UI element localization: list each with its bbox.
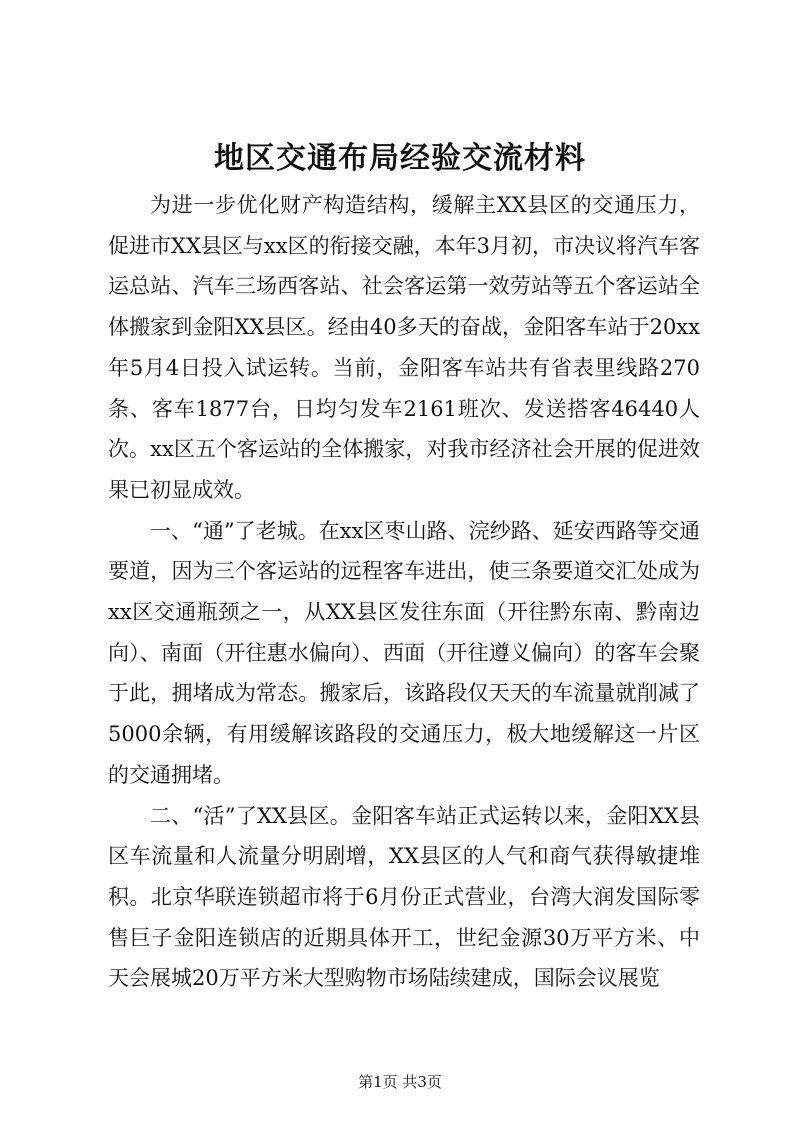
paragraph-section-2: 二、“活”了XX县区。金阳客车站正式运转以来，金阳XX县区车流量和人流量分明剧增，XX县区的人气和商气获得敏捷堆积。北京华联连锁超市将于6月份正式营业，台湾大润发国际零售巨子金阳连锁店的近期具体开工，世纪金源30万平方米、中天会展城20万平方米大型购物市场陆续建成，国际会议展览 [108,803,700,991]
paragraph-intro: 为进一步优化财产构造结构，缓解主XX县区的交通压力，促进市XX县区与xx区的衔接交融，本年3月初，市决议将汽车客运总站、汽车三场西客站、社会客运第一效劳站等五个客运站全体搬家到金阳XX县区。经由40多天的奋战，金阳客车站于20xx年5月4日投入试运转。当前，金阳客车站共有省表里线路270条、客车1877台，日均匀发车2161班次、发送搭客46440人次。xx区五个客运站的全体搬家，对我市经济社会开展的促进效果已初显成效。 [108,193,700,502]
document-body [108,185,700,999]
document-title: 地区交通布局经验交流材料 [214,141,586,176]
page-footer: 第1页 共3页 [358,1073,442,1091]
paragraph-section-1: 一、“通”了老城。在xx区枣山路、浣纱路、延安西路等交通要道，因为三个客运站的远程客车进出，使三条要道交汇处成为xx区交通瓶颈之一，从XX县区发往东面（开往黔东南、黔南边向）、南面（开往惠水偏向）、西面（开往遵义偏向）的客车会聚于此，拥堵成为常态。搬家后，该路段仅天天的车流量就削减了5000余辆，有用缓解该路段的交通压力，极大地缓解这一片区的交通拥堵。 [108,518,700,787]
